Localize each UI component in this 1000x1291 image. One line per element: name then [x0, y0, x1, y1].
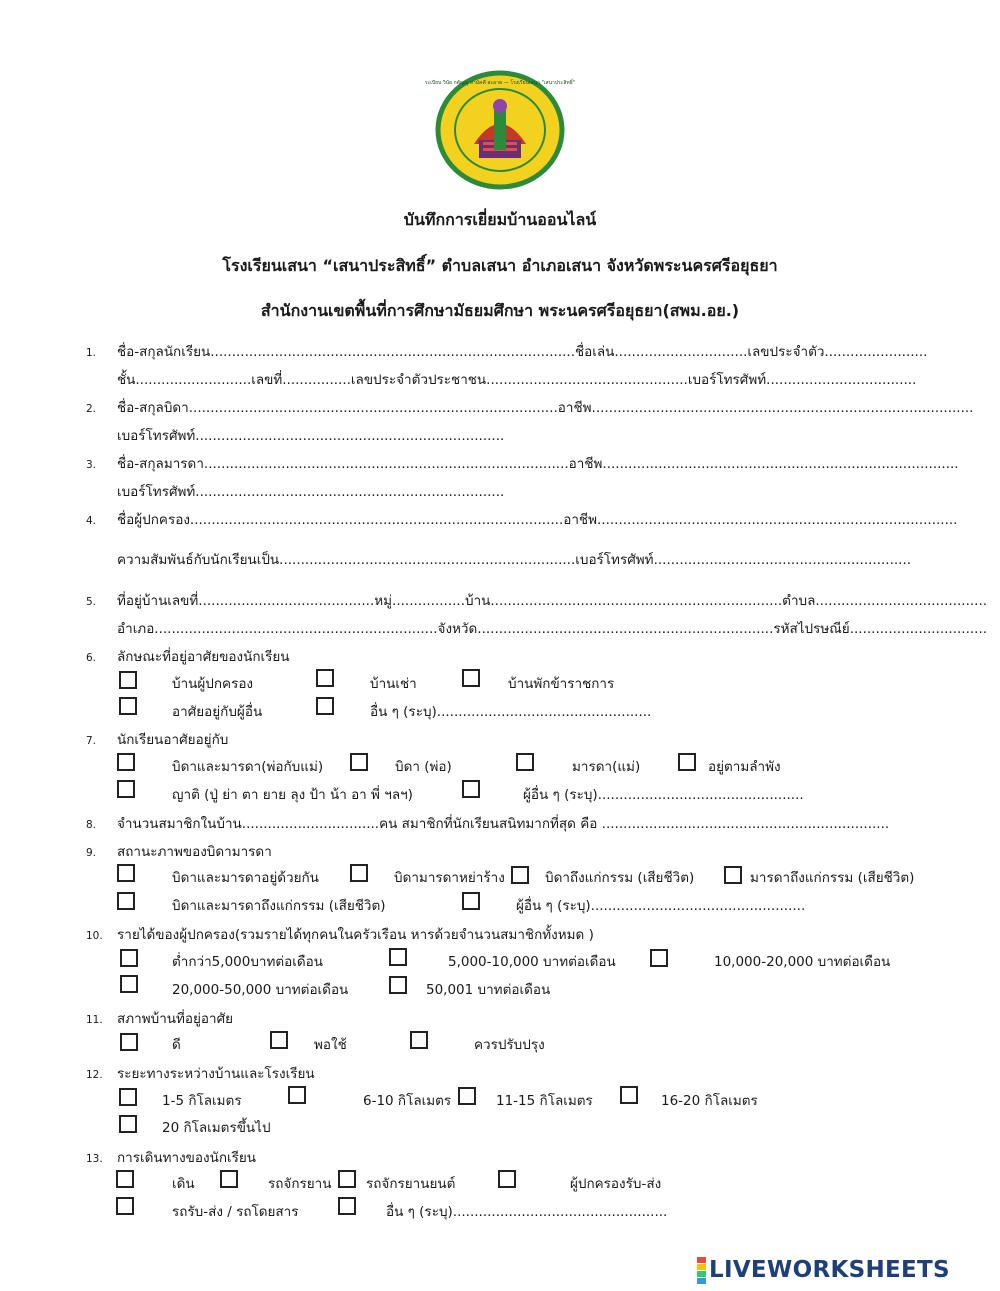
checkbox[interactable]	[511, 866, 529, 884]
page-title: บันทึกการเยี่ยมบ้านออนไลน์	[403, 210, 597, 229]
option-label: บ้านเช่า	[370, 676, 417, 692]
guardian-relation-line[interactable]: ความสัมพันธ์กับนักเรียนเป็น.....................................................................เบอร์โทรศัพท์............................................................	[117, 552, 912, 568]
item-number: 4.	[86, 515, 97, 527]
option-label: มารดา(แม่)	[572, 759, 641, 775]
checkbox[interactable]	[410, 1031, 428, 1049]
checkbox[interactable]	[270, 1031, 288, 1049]
option-label: บิดา (พ่อ)	[395, 759, 452, 775]
logo-ring-text: ระเบียบ วินัย กตัญญู สามัคคี สะอาด — โรงเรียนเสนา "เสนาประสิทธิ์"	[424, 80, 576, 86]
checkbox[interactable]	[119, 671, 137, 689]
checkbox[interactable]	[116, 1170, 134, 1188]
item-number: 6.	[86, 652, 97, 664]
checkbox[interactable]	[338, 1197, 356, 1215]
option-label[interactable]: อื่น ๆ (ระบุ)..................................................	[370, 704, 652, 720]
q7-title: นักเรียนอาศัยอยู่กับ	[117, 732, 229, 748]
checkbox[interactable]	[119, 1115, 137, 1133]
checkbox[interactable]	[119, 697, 137, 715]
option-label: 1-5 กิโลเมตร	[162, 1093, 242, 1109]
q10-title: รายได้ของผู้ปกครอง(รวมรายได้ทุกคนในครัวเรือน หารด้วยจำนวนสมาชิกทั้งหมด )	[117, 927, 594, 943]
q12-title: ระยะทางระหว่างบ้านและโรงเรียน	[117, 1066, 315, 1082]
mother-name-line[interactable]: ชื่อ-สกุลมารดา.....................................................................................อาชีพ...................................................................................	[117, 456, 959, 472]
school-logo-emblem	[424, 70, 576, 190]
item-number: 2.	[86, 403, 97, 415]
checkbox[interactable]	[316, 669, 334, 687]
option-label: เดิน	[172, 1176, 195, 1192]
checkbox[interactable]	[462, 780, 480, 798]
option-label: ดี	[172, 1037, 181, 1053]
item-number: 5.	[86, 596, 97, 608]
student-class-line[interactable]: ชั้น...........................เลขที่................เลขประจำตัวประชาชน...............................................เบอร์โทรศัพท์...................................	[117, 372, 917, 388]
option-label: ต่ำกว่า5,000บาทต่อเดือน	[172, 954, 323, 970]
option-label: อาศัยอยู่กับผู้อื่น	[172, 704, 263, 720]
brand-name: LIVEWORKSHEETS	[709, 1257, 950, 1283]
checkbox[interactable]	[350, 753, 368, 771]
item-number: 10.	[86, 930, 103, 942]
checkbox[interactable]	[458, 1087, 476, 1105]
school-name: โรงเรียนเสนา “เสนาประสิทธิ์” ตำบลเสนา อำเภอเสนา จังหวัดพระนครศรีอยุธยา	[222, 256, 778, 275]
q6-title: ลักษณะที่อยู่อาศัยของนักเรียน	[117, 649, 290, 665]
checkbox[interactable]	[120, 1033, 138, 1051]
item-number: 7.	[86, 735, 97, 747]
option-label: ควรปรับปรุง	[474, 1037, 545, 1053]
checkbox[interactable]	[117, 753, 135, 771]
option-label: บิดาและมารดาถึงแก่กรรม (เสียชีวิต)	[172, 898, 386, 914]
liveworksheets-brand[interactable]	[697, 1255, 950, 1285]
education-office: สำนักงานเขตพื้นที่การศึกษามัธยมศึกษา พระนครศรีอยุธยา(สพม.อย.)	[260, 301, 740, 320]
option-label: บิดามารดาหย่าร้าง	[394, 870, 505, 886]
option-label: 20,000-50,000 บาทต่อเดือน	[172, 982, 349, 998]
checkbox[interactable]	[120, 949, 138, 967]
option-label: ญาติ (ปู่ ย่า ตา ยาย ลุง ป้า น้า อา พี่ ฯลฯ)	[172, 787, 413, 803]
checkbox[interactable]	[724, 866, 742, 884]
checkbox[interactable]	[462, 669, 480, 687]
checkbox[interactable]	[120, 975, 138, 993]
checkbox[interactable]	[288, 1086, 306, 1104]
option-label: 11-15 กิโลเมตร	[496, 1093, 593, 1109]
q9-title: สถานะภาพของบิดามารดา	[117, 844, 272, 860]
option-label: 20 กิโลเมตรขึ้นไป	[162, 1120, 271, 1136]
mother-phone-line[interactable]: เบอร์โทรศัพท์........................................................................	[117, 484, 505, 500]
option-label[interactable]: อื่น ๆ (ระบุ)..................................................	[386, 1204, 668, 1220]
option-label: 16-20 กิโลเมตร	[661, 1093, 758, 1109]
checkbox[interactable]	[498, 1170, 516, 1188]
checkbox[interactable]	[117, 780, 135, 798]
option-label: บิดาและมารดาอยู่ด้วยกัน	[172, 870, 319, 886]
checkbox[interactable]	[462, 892, 480, 910]
option-label: บิดาถึงแก่กรรม (เสียชีวิต)	[545, 870, 695, 886]
q13-title: การเดินทางของนักเรียน	[117, 1150, 257, 1166]
checkbox[interactable]	[316, 697, 334, 715]
item-number: 13.	[86, 1153, 103, 1165]
father-name-line[interactable]: ชื่อ-สกุลบิดา......................................................................................อาชีพ.........................................................................................	[117, 400, 974, 416]
address-line[interactable]: ที่อยู่บ้านเลขที่.........................................หมู่.................บ้าน....................................................................ตำบล........................................	[117, 593, 988, 609]
checkbox[interactable]	[389, 948, 407, 966]
q11-title: สภาพบ้านที่อยู่อาศัย	[117, 1011, 234, 1027]
option-label: บ้านผู้ปกครอง	[172, 676, 254, 692]
item-number: 1.	[86, 347, 97, 359]
option-label: 5,000-10,000 บาทต่อเดือน	[448, 954, 616, 970]
item-number: 3.	[86, 459, 97, 471]
option-label: พอใช้	[314, 1037, 347, 1053]
option-label[interactable]: ผู้อื่น ๆ (ระบุ)................................................	[523, 787, 804, 803]
option-label: บิดาและมารดา(พ่อกับแม่)	[172, 759, 324, 775]
checkbox[interactable]	[117, 892, 135, 910]
checkbox[interactable]	[116, 1197, 134, 1215]
option-label: รถจักรยานยนต์	[366, 1176, 456, 1192]
option-label: รถจักรยาน	[268, 1176, 332, 1192]
district-line[interactable]: อำเภอ..................................................................จังหวัด.....................................................................รหัสไปรษณีย์................................	[117, 621, 988, 637]
option-label: รถรับ-ส่ง / รถโดยสาร	[172, 1204, 299, 1220]
option-label: บ้านพักข้าราชการ	[508, 676, 615, 692]
student-name-line[interactable]: ชื่อ-สกุลนักเรียน.....................................................................................ชื่อเล่น...............................เลขประจำตัว........................	[117, 344, 928, 360]
checkbox[interactable]	[338, 1170, 356, 1188]
item-number: 8.	[86, 819, 97, 831]
item-number: 9.	[86, 847, 97, 859]
checkbox[interactable]	[119, 1088, 137, 1106]
checkbox[interactable]	[220, 1170, 238, 1188]
option-label: 10,000-20,000 บาทต่อเดือน	[714, 954, 891, 970]
option-label: 50,001 บาทต่อเดือน	[426, 982, 551, 998]
household-members-line[interactable]: จำนวนสมาชิกในบ้าน................................คน สมาชิกที่นักเรียนสนิทมากที่สุด คือ ...................................................................	[117, 816, 890, 832]
checkbox[interactable]	[678, 753, 696, 771]
checkbox[interactable]	[117, 864, 135, 882]
checkbox[interactable]	[516, 753, 534, 771]
checkbox[interactable]	[350, 864, 368, 882]
father-phone-line[interactable]: เบอร์โทรศัพท์........................................................................	[117, 428, 505, 444]
guardian-name-line[interactable]: ชื่อผู้ปกครอง.......................................................................................อาชีพ....................................................................................	[117, 512, 958, 528]
option-label: อยู่ตามลำพัง	[708, 759, 781, 775]
option-label: 6-10 กิโลเมตร	[363, 1093, 452, 1109]
checkbox[interactable]	[620, 1086, 638, 1104]
checkbox[interactable]	[389, 976, 407, 994]
option-label[interactable]: ผู้อื่น ๆ (ระบุ)..................................................	[516, 898, 806, 914]
item-number: 12.	[86, 1069, 103, 1081]
option-label: ผู้ปกครองรับ-ส่ง	[570, 1176, 662, 1192]
checkbox[interactable]	[650, 949, 668, 967]
option-label: มารดาถึงแก่กรรม (เสียชีวิต)	[750, 870, 915, 886]
item-number: 11.	[86, 1014, 103, 1026]
liveworksheets-logo-icon	[697, 1257, 706, 1284]
